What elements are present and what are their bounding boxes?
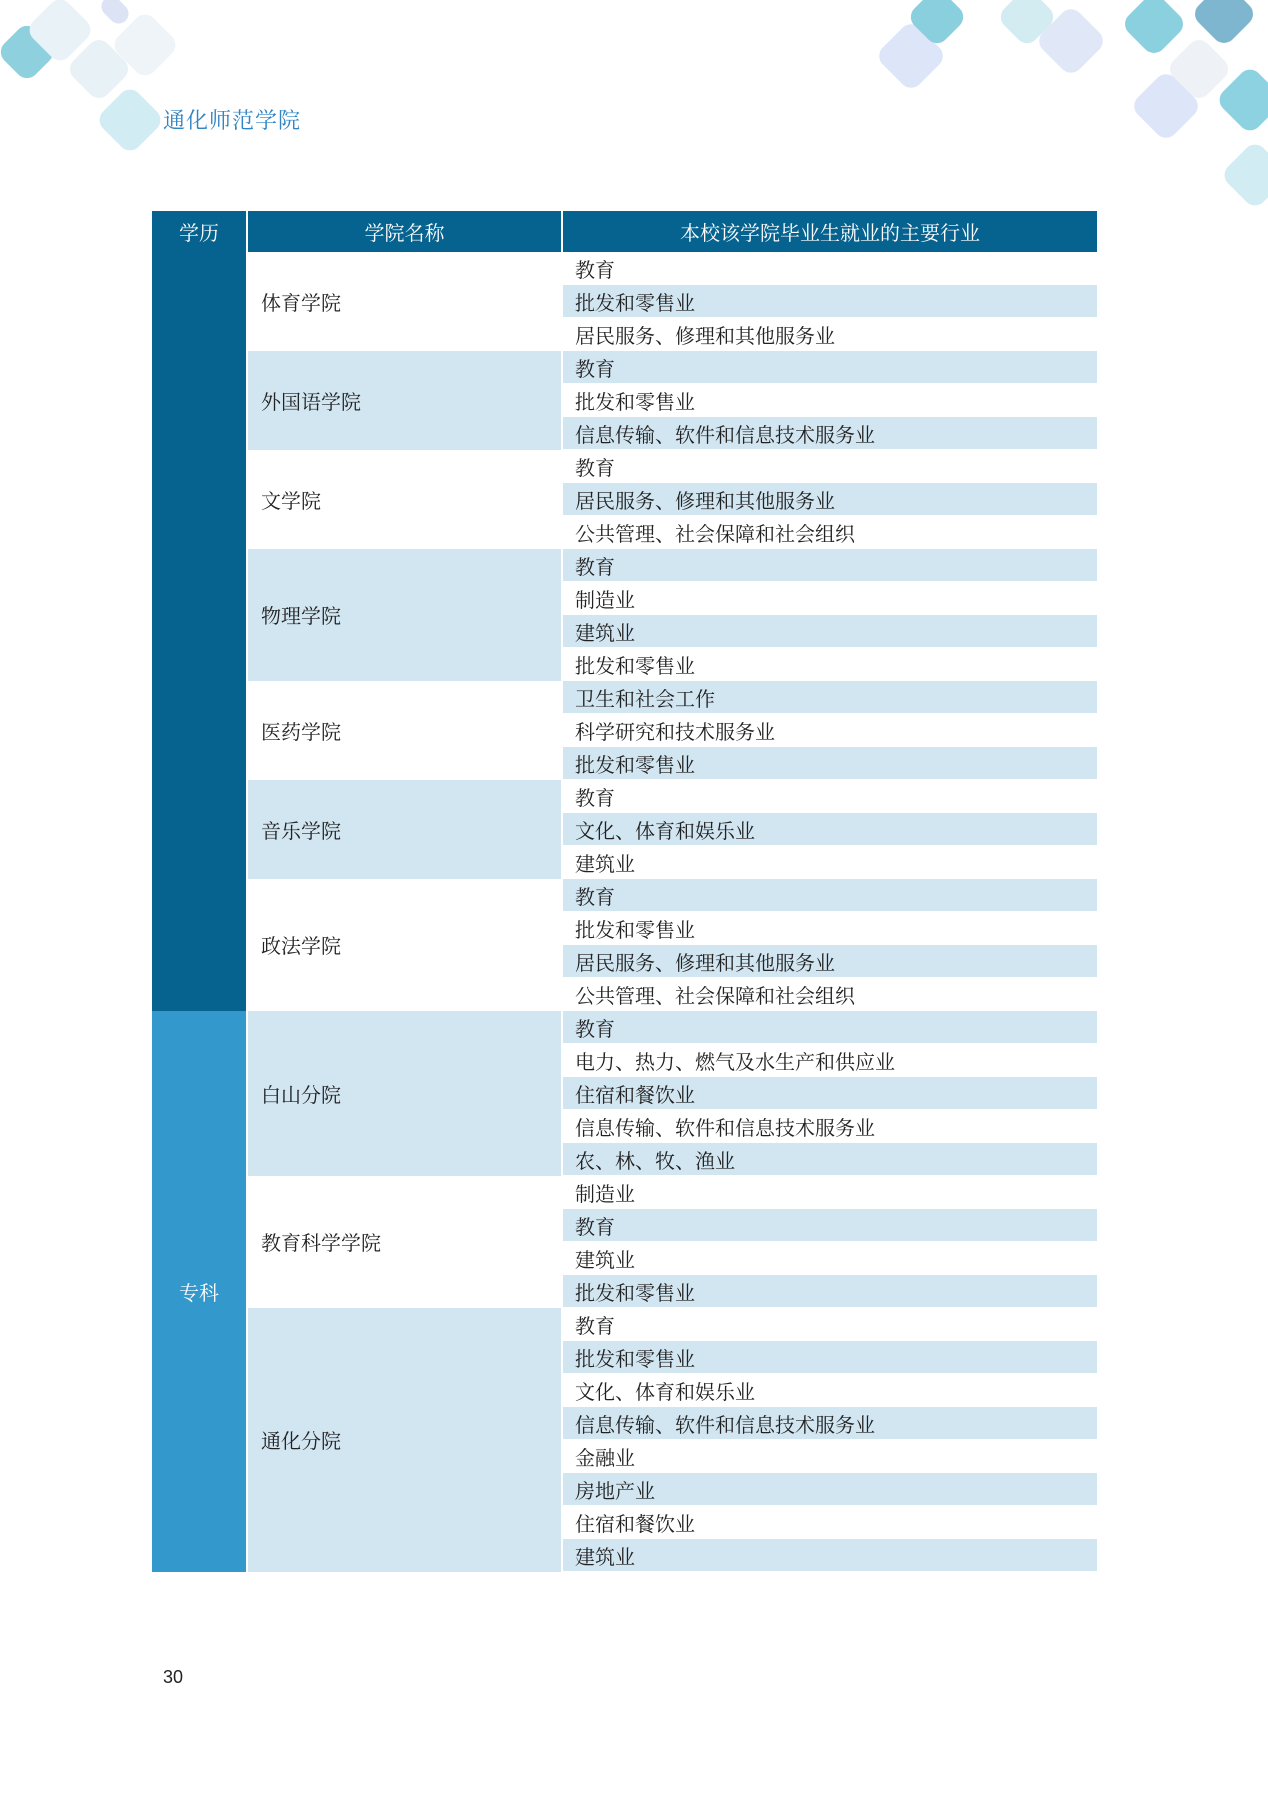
industry-cell: 住宿和餐饮业 [562,1077,1097,1110]
industry-cell: 金融业 [562,1440,1097,1473]
college-name-cell: 政法学院 [247,879,562,1011]
industry-cell: 卫生和社会工作 [562,681,1097,714]
industry-cell: 教育 [562,450,1097,483]
decorative-diamond [97,0,132,28]
industry-cell: 制造业 [562,1176,1097,1209]
column-header-industry: 本校该学院毕业生就业的主要行业 [562,211,1097,252]
industry-cell: 教育 [562,549,1097,582]
industry-cell: 建筑业 [562,846,1097,879]
degree-cell [152,252,247,1011]
college-name-cell: 医药学院 [247,681,562,780]
header-title: 通化师范学院 [163,109,302,134]
college-name-cell: 教育科学学院 [247,1176,562,1308]
industry-cell: 文化、体育和娱乐业 [562,813,1097,846]
industry-cell: 建筑业 [562,1539,1097,1572]
table-row [152,1011,1097,1044]
industry-cell: 居民服务、修理和其他服务业 [562,318,1097,351]
industry-cell: 教育 [562,879,1097,912]
table-row [152,1308,1097,1341]
industry-cell: 教育 [562,252,1097,285]
table-row [152,549,1097,582]
table-row [152,1176,1097,1209]
industry-cell: 农、林、牧、渔业 [562,1143,1097,1176]
industry-cell: 居民服务、修理和其他服务业 [562,483,1097,516]
industry-cell: 制造业 [562,582,1097,615]
industry-cell: 批发和零售业 [562,384,1097,417]
college-name-cell: 文学院 [247,450,562,549]
table-row [152,681,1097,714]
industry-cell: 公共管理、社会保障和社会组织 [562,978,1097,1011]
degree-cell: 专科 [152,1011,247,1572]
decorative-diamond [1120,0,1188,58]
column-header-college: 学院名称 [247,211,562,252]
industry-cell: 信息传输、软件和信息技术服务业 [562,1110,1097,1143]
industry-cell: 科学研究和技术服务业 [562,714,1097,747]
decorative-diamond [1220,140,1268,211]
industry-cell: 批发和零售业 [562,1341,1097,1374]
industry-cell: 教育 [562,1011,1097,1044]
industry-cell: 批发和零售业 [562,1275,1097,1308]
table-row [152,252,1097,285]
industry-cell: 批发和零售业 [562,747,1097,780]
industry-cell: 信息传输、软件和信息技术服务业 [562,417,1097,450]
industry-cell: 教育 [562,1308,1097,1341]
industry-cell: 批发和零售业 [562,912,1097,945]
industry-cell: 电力、热力、燃气及水生产和供应业 [562,1044,1097,1077]
industry-cell: 教育 [562,780,1097,813]
industry-cell: 建筑业 [562,615,1097,648]
industry-cell: 住宿和餐饮业 [562,1506,1097,1539]
table-row [152,780,1097,813]
table-row [152,351,1097,384]
industry-cell: 批发和零售业 [562,648,1097,681]
college-name-cell: 音乐学院 [247,780,562,879]
industry-cell: 教育 [562,351,1097,384]
industry-cell: 教育 [562,1209,1097,1242]
industry-cell: 批发和零售业 [562,285,1097,318]
college-name-cell: 白山分院 [247,1011,562,1176]
industry-table [152,211,1097,1572]
college-name-cell: 外国语学院 [247,351,562,450]
table-row [152,879,1097,912]
industry-cell: 居民服务、修理和其他服务业 [562,945,1097,978]
table-header-row [152,211,1097,252]
industry-cell: 信息传输、软件和信息技术服务业 [562,1407,1097,1440]
college-name-cell: 通化分院 [247,1308,562,1572]
college-name-cell: 体育学院 [247,252,562,351]
college-name-cell: 物理学院 [247,549,562,681]
column-header-degree: 学历 [152,211,247,252]
industry-cell: 文化、体育和娱乐业 [562,1374,1097,1407]
industry-cell: 建筑业 [562,1242,1097,1275]
page-number: 30 [163,1667,184,1687]
industry-cell: 公共管理、社会保障和社会组织 [562,516,1097,549]
industry-cell: 房地产业 [562,1473,1097,1506]
table-row [152,450,1097,483]
